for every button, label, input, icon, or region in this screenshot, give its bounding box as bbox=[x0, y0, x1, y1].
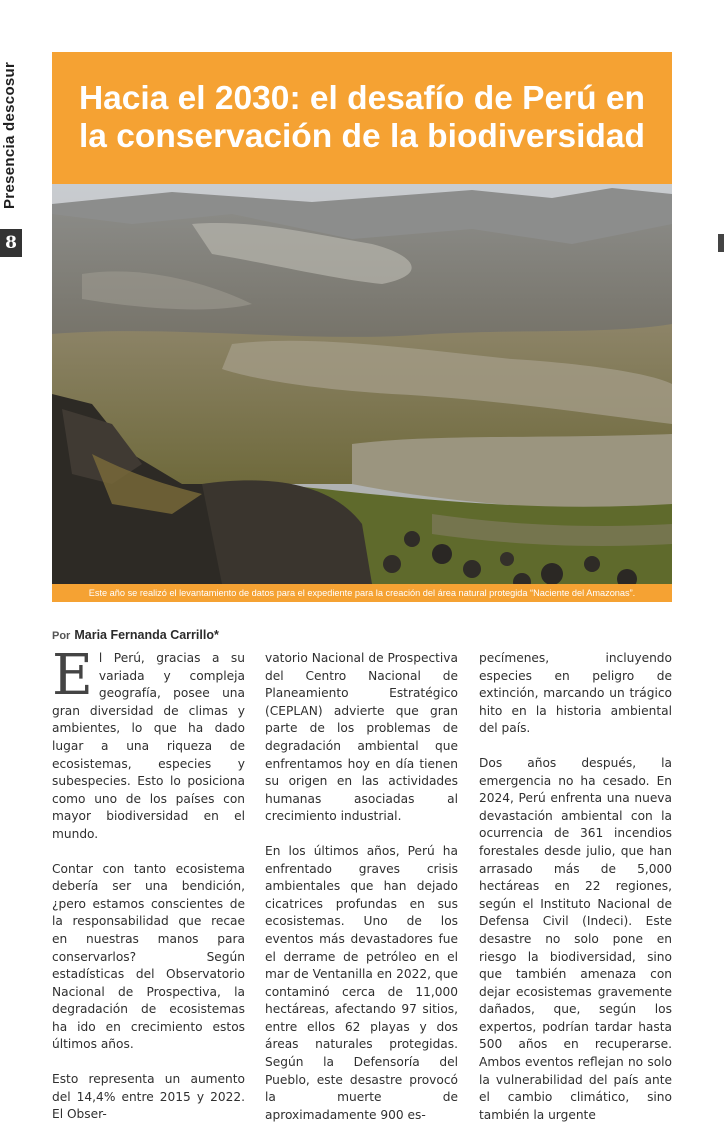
article-title: Hacia el 2030: el desafío de Perú en la conservación de la biodiversidad bbox=[78, 80, 646, 155]
text-column-2 bbox=[265, 650, 458, 1141]
paragraph: vatorio Nacional de Prospectiva del Centro Nacional de Planeamiento Estratégico (CEPLAN) advierte que gran parte de los problemas de degradación ambiental que enfrentamos hoy en día tienen su origen en las actividades humanas asociadas al crecimiento industrial. bbox=[265, 651, 458, 824]
drop-cap: E bbox=[52, 643, 93, 708]
section-label: Presencia descosur bbox=[1, 61, 18, 209]
author-name: Maria Fernanda Carrillo* bbox=[74, 628, 219, 642]
paragraph: Dos años después, la emergencia no ha cesado. En 2024, Perú enfrenta una nueva devastación ambiental con la ocurrencia de 361 incendios forestales desde julio, que han arrasado más de 5,000 hectáreas en 22 regiones, según el Instituto Nacional de Defensa Civil (Indeci). Este desastre no solo pone en riesgo la biodiversidad, sino que también amenaza con dejar ecosistemas gravemente dañados, que, según los expertos, podrían tardar hasta 500 años en recuperarse. Ambos eventos reflejan no solo la vulnerabilidad del país ante el cambio climático, sino también la urgente bbox=[479, 755, 672, 1122]
paragraph: pecímenes, incluyendo especies en peligro de extinción, marcando un trágico hito en la historia ambiental del país. bbox=[479, 651, 672, 736]
paragraph: Contar con tanto ecosistema debería ser una bendición, ¿pero estamos conscientes de la responsabilidad que recae en nuestras manos para conservarlos? Según estadísticas del Observatorio Nacional de Prospectiva, la degradación de ecosistemas ha ido en crecimiento estos últimos años. bbox=[52, 861, 245, 1052]
photo-caption: Este año se realizó el levantamiento de datos para el expediente para la creación del área natural protegida “Naciente del Amazonas”. bbox=[52, 584, 672, 602]
paragraph: Esto representa un aumento del 14,4% entre 2015 y 2022. El Obser- bbox=[52, 1072, 245, 1122]
byline-prefix: Por bbox=[52, 630, 71, 642]
page-number: 8 bbox=[0, 229, 22, 257]
landscape-image bbox=[52, 184, 672, 584]
byline bbox=[52, 628, 219, 642]
paragraph: En los últimos años, Perú ha enfrentado graves crisis ambientales que han dejado cicatrices profundas en sus ecosistemas. Uno de los eventos más devastadores fue el derrame de petróleo en el mar de Ventanilla en 2022, que contaminó cerca de 11,000 hectáreas, afectando 97 sitios, entre ellos 62 playas y dos áreas naturales protegidas. Según la Defensoría del Pueblo, este desastre provocó la muerte de aproximadamente 900 es- bbox=[265, 843, 458, 1122]
page-edge-marker bbox=[718, 234, 724, 252]
title-banner bbox=[52, 52, 672, 184]
paragraph: El Perú, gracias a su variada y compleja geografía, posee una gran diversidad de climas y ambientes, lo que ha dado lugar a una riqueza de ecosistemas, especies y subespecies. Esto lo posiciona como uno de los países con mayor biodiversidad en el mundo. bbox=[52, 643, 245, 841]
text-column-1 bbox=[52, 643, 245, 1141]
article-photo bbox=[52, 184, 672, 584]
text-column-3 bbox=[479, 650, 672, 1141]
